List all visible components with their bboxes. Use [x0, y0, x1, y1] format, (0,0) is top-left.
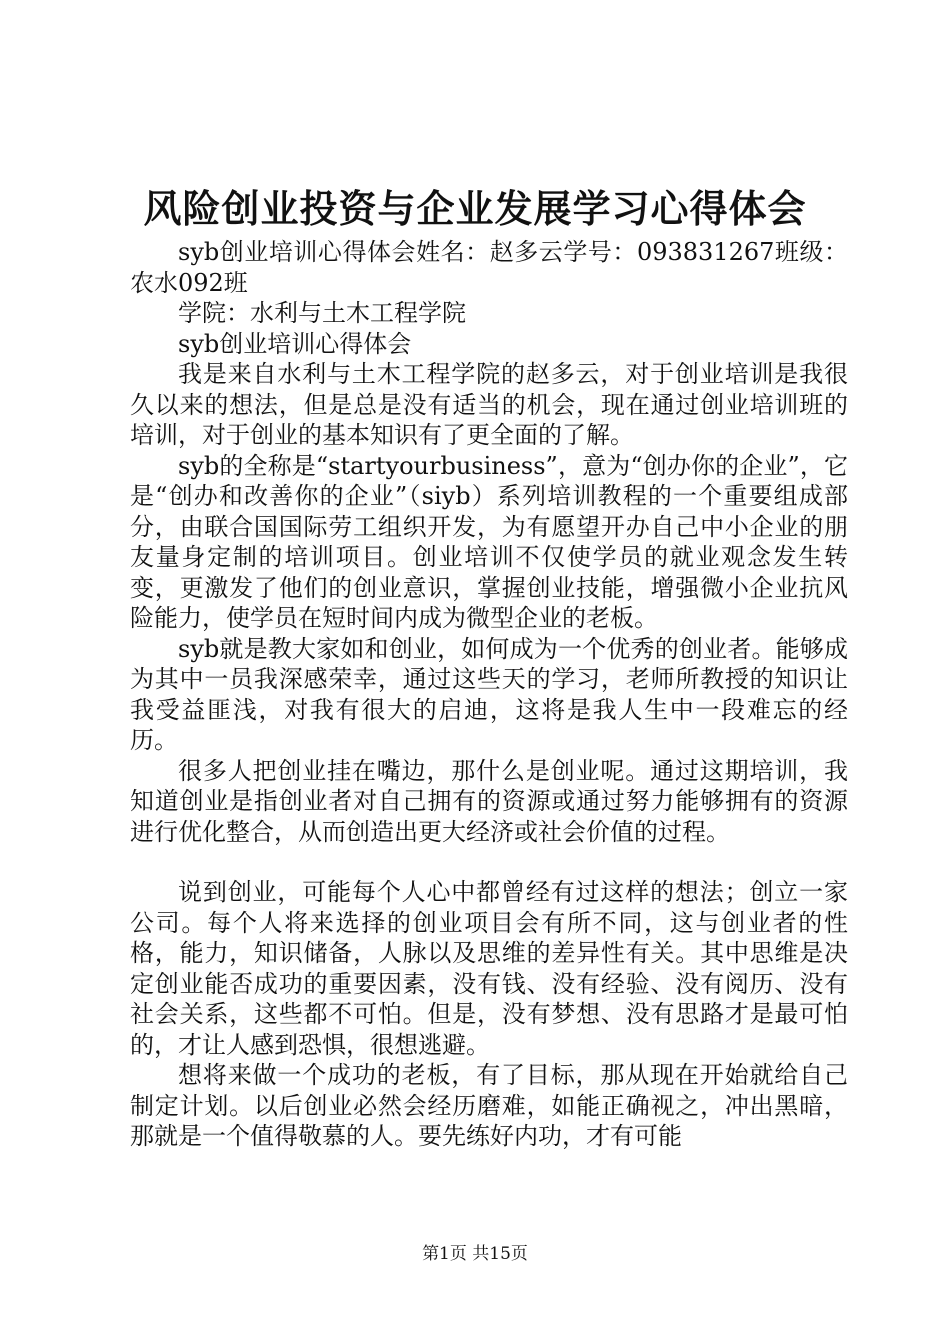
body-paragraph: 想将来做一个成功的老板，有了目标，那从现在开始就给自己制定计划。以后创业必然会经历磨难，如能正确视之，冲出黑暗，那就是一个值得敬慕的人。要先练好内功，才有可能	[130, 1061, 848, 1150]
college-info-paragraph: 学院：水利与土木工程学院	[178, 299, 466, 327]
body-paragraph: syb的全称是“startyourbusiness”，意为“创办你的企业”，它是“创办和改善你的企业”（siyb）系列培训教程的一个重要组成部分，由联合国国际劳工组织开发，为有愿望开办自己中小企业的朋友量身定制的培训项目。创业培训不仅使学员的就业观念发生转变，更激发了他们的创业意识，掌握创业技能，增强微小企业抗风险能力，使学员在短时间内成为微型企业的老板。	[130, 451, 848, 632]
body-paragraph: 说到创业，可能每个人心中都曾经有过这样的想法；创立一家公司。每个人将来选择的创业项目会有所不同，这与创业者的性格，能力，知识储备，人脉以及思维的差异性有关。其中思维是决定创业能否成功的重要因素，没有钱、没有经验、没有阅历、没有社会关系，这些都不可怕。但是，没有梦想、没有思路才是最可怕的，才让人感到恐惧，很想逃避。	[130, 878, 848, 1059]
document-body	[130, 237, 848, 1152]
page-number-footer: 第1页 共15页	[422, 1244, 528, 1264]
document-title: 风险创业投资与企业发展学习心得体会	[143, 186, 807, 231]
body-paragraph: 很多人把创业挂在嘴边，那什么是创业呢。通过这期培训，我知道创业是指创业者对自己拥有的资源或通过努力能够拥有的资源进行优化整合，从而创造出更大经济或社会价值的过程。	[130, 756, 848, 846]
student-info-paragraph: syb创业培训心得体会姓名：赵多云学号：093831267班级：农水092班	[130, 238, 848, 297]
section-heading-paragraph: syb创业培训心得体会	[178, 329, 412, 358]
body-paragraph: 我是来自水利与土木工程学院的赵多云，对于创业培训是我很久以来的想法，但是总是没有适当的机会，现在通过创业培训班的培训，对于创业的基本知识有了更全面的了解。	[130, 360, 848, 449]
body-paragraph: syb就是教大家如和创业，如何成为一个优秀的创业者。能够成为其中一员我深感荣幸，通过这些天的学习，老师所教授的知识让我受益匪浅，对我有很大的启迪，这将是我人生中一段难忘的经历。	[130, 634, 848, 754]
